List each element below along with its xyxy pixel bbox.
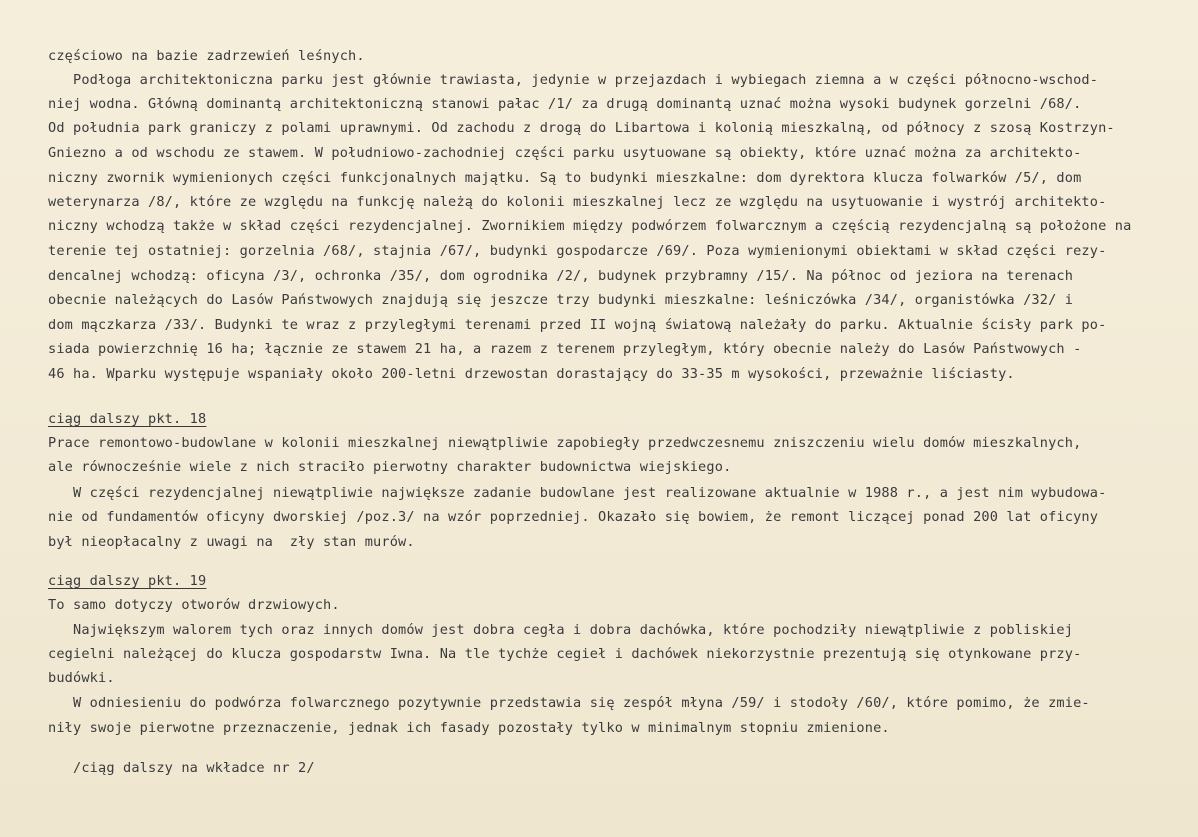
text-line: dom mączkarza /33/. Budynki te wraz z przyległymi terenami przed II wojną światową należały do parku. Aktualnie ścisły park po- bbox=[48, 317, 1107, 333]
text-line: budówki. bbox=[48, 670, 115, 686]
text-line: terenie tej ostatniej: gorzelnia /68/, stajnia /67/, budynki gospodarcze /69/. Poza wymienionymi obiektami w skład części rezy- bbox=[48, 243, 1107, 259]
text-line: Największym walorem tych oraz innych domów jest dobra cegła i dobra dachówka, które pochodziły niewątpliwie z pobliskiej bbox=[73, 622, 1074, 638]
section-heading: ciąg dalszy pkt. 19 bbox=[48, 573, 207, 589]
text-line: cegielni należącej do klucza gospodarstw Iwna. Na tle tychże cegieł i dachówek niekorzystnie prezentują się otynkowane przy- bbox=[48, 646, 1082, 662]
text-line: weterynarza /8/, które ze względu na funkcję należą do kolonii mieszkalnej lecz ze względu na usytuowanie i wystrój architekto- bbox=[48, 194, 1107, 210]
section-heading: ciąg dalszy pkt. 18 bbox=[48, 411, 207, 427]
text-line: Prace remontowo-budowlane w kolonii mieszkalnej niewątpliwie zapobiegły przedwczesnemu zniszczeniu wielu domów mieszkalnych, bbox=[48, 435, 1082, 451]
text-line: W odniesieniu do podwórza folwarcznego pozytywnie przedstawia się zespół młyna /59/ i stodoły /60/, które pomimo, że zmie- bbox=[73, 695, 1090, 711]
text-line: 46 ha. Wparku występuje wspaniały około 200-letni drzewostan dorastający do 33-35 m wysokości, przeważnie liściasty. bbox=[48, 366, 1015, 382]
text-line: niły swoje pierwotne przeznaczenie, jednak ich fasady pozostały tylko w minimalnym stopniu zmienione. bbox=[48, 720, 890, 736]
text-line: Podłoga architektoniczna parku jest głównie trawiasta, jedynie w przejazdach i wybiegach ziemna a w części północno-wschod- bbox=[73, 72, 1099, 88]
intro-fragment: częściowo na bazie zadrzewień leśnych. bbox=[48, 48, 365, 64]
text-line: obecnie należących do Lasów Państwowych znajdują się jeszcze trzy budynki mieszkalne: leśniczówka /34/, organistówka /32/ i bbox=[48, 292, 1074, 308]
text-line: To samo dotyczy otworów drzwiowych. bbox=[48, 597, 340, 613]
text-line: niczny zwornik wymienionych części funkcjonalnych majątku. Są to budynki mieszkalne: dom dyrektora klucza folwarków /5/, dom bbox=[48, 170, 1082, 186]
text-line: niej wodna. Główną dominantą architektoniczną stanowi pałac /1/ za drugą dominantą uznać można wysoki budynek gorzelni /68/. bbox=[48, 96, 1082, 112]
text-line: dencalnej wchodzą: oficyna /3/, ochronka /35/, dom ogrodnika /2/, budynek przybramny /15/. Na północ od jeziora na terenach bbox=[48, 268, 1074, 284]
text-line: był nieopłacalny z uwagi na zły stan murów. bbox=[48, 534, 415, 550]
text-line: W części rezydencjalnej niewątpliwie największe zadanie budowlane jest realizowane aktualnie w 1988 r., a jest nim wybudowa- bbox=[73, 485, 1107, 501]
text-line: Od południa park graniczy z polami uprawnymi. Od zachodu z drogą do Libartowa i kolonią mieszkalną, od północy z szosą Kostrzyn- bbox=[48, 120, 1115, 136]
text-line: siada powierzchnię 16 ha; łącznie ze stawem 21 ha, a razem z terenem przyległym, który obecnie należy do Lasów Państwowych - bbox=[48, 341, 1082, 357]
text-line: nie od fundamentów oficyny dworskiej /poz.3/ na wzór poprzedniej. Okazało się bowiem, że remont liczącej ponad 200 lat oficyny bbox=[48, 509, 1099, 525]
continuation-note: /ciąg dalszy na wkładce nr 2/ bbox=[73, 760, 315, 776]
text-line: Gniezno a od wschodu ze stawem. W południowo-zachodniej części parku usytuowane są obiekty, które uznać można za architekto- bbox=[48, 145, 1082, 161]
text-line: ale równocześnie wiele z nich straciło pierwotny charakter budownictwa wiejskiego. bbox=[48, 459, 732, 475]
text-line: niczny wchodzą także w skład części rezydencjalnej. Zwornikiem między podwórzem folwarcznym a częścią rezydencjalną są położone na bbox=[48, 218, 1132, 234]
